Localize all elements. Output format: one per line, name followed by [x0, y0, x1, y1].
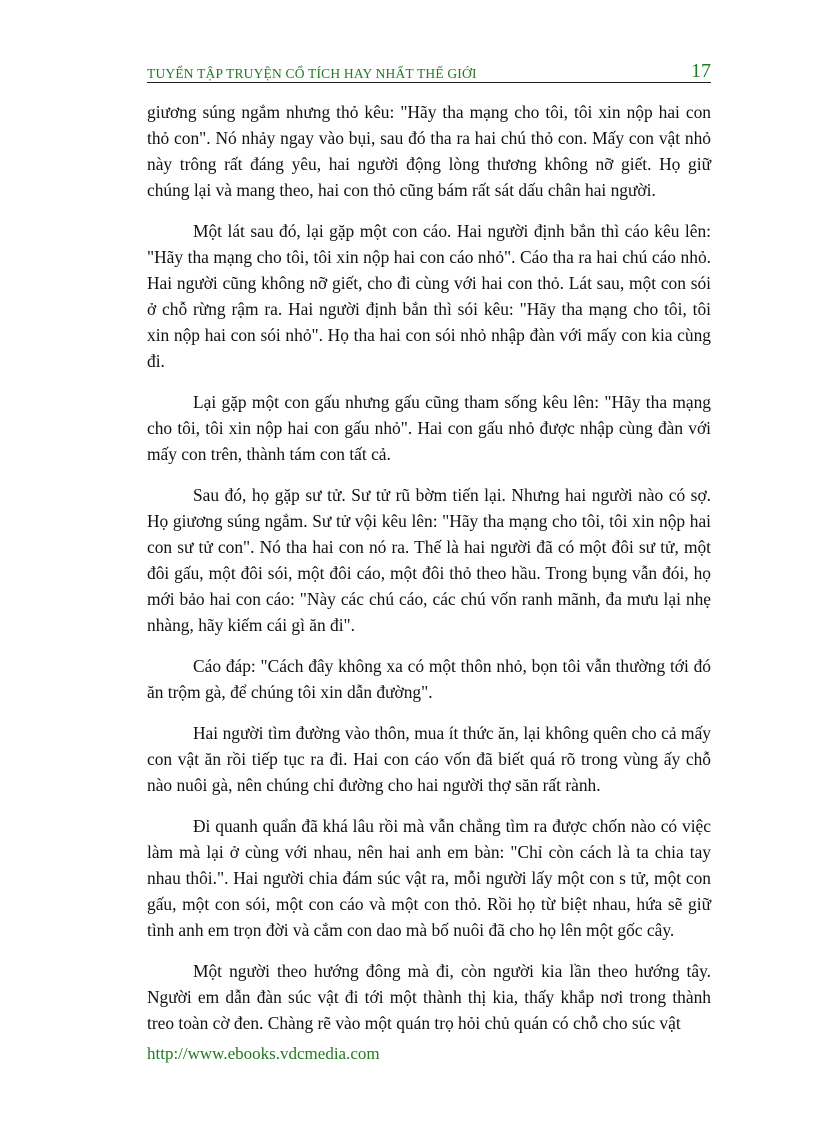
paragraph-3: Lại gặp một con gấu nhưng gấu cũng tham sống kêu lên: "Hãy tha mạng cho tôi, tôi xin nộp hai con gấu nhỏ". Hai con gấu nhỏ được nhập cùng đàn với mấy con trên, thành tám con tất cả.: [147, 392, 711, 464]
book-title: TUYỂN TẬP TRUYỆN CỔ TÍCH HAY NHẤT THẾ GIỚI: [147, 66, 477, 81]
paragraph-7: Đi quanh quẩn đã khá lâu rồi mà vẫn chẳng tìm ra được chốn nào có việc làm mà lại ở cùng với nhau, nên hai anh em bàn: "Chỉ còn cách là ta chia tay nhau thôi.". Hai người chia đám súc vật ra, mỗi người lấy một con s tử, một con gấu, một con sói, một con cáo và một con thỏ. Rồi họ từ biệt nhau, hứa sẽ giữ tình anh em trọn đời và cắm con dao mà bố nuôi đã cho họ lên một gốc cây.: [147, 816, 711, 940]
page-number: 17: [691, 60, 711, 82]
header-divider: [147, 82, 711, 83]
paragraph-2: Một lát sau đó, lại gặp một con cáo. Hai người định bắn thì cáo kêu lên: "Hãy tha mạng cho tôi, tôi xin nộp hai con cáo nhỏ". Cáo tha ra hai chú cáo nhỏ. Hai người cũng không nỡ giết, cho đi cùng với hai con thỏ. Lát sau, một con sói ở chỗ rừng rậm ra. Hai người định bắn thì sói kêu: "Hãy tha mạng cho tôi, tôi xin nộp hai con sói nhỏ". Họ tha hai con sói nhỏ nhập đàn với mấy con kia cùng đi.: [147, 221, 711, 371]
paragraph-5: Cáo đáp: "Cách đây không xa có một thôn nhỏ, bọn tôi vẫn thường tới đó ăn trộm gà, để chúng tôi xin dẫn đường".: [147, 656, 711, 702]
paragraph-1: giương súng ngắm nhưng thỏ kêu: "Hãy tha mạng cho tôi, tôi xin nộp hai con thỏ con". Nó nhảy ngay vào bụi, sau đó tha ra hai chú thỏ con. Mấy con vật nhỏ này trông rất đáng yêu, hai người động lòng thương không nỡ giết. Họ giữ chúng lại và mang theo, hai con thỏ cũng bám rất sát dấu chân hai người.: [147, 102, 711, 200]
page-body: [147, 99, 711, 1051]
paragraph-8: Một người theo hướng đông mà đi, còn người kia lần theo hướng tây. Người em dẫn đàn súc vật đi tới một thành thị kia, thấy khắp nơi trong thành treo toàn cờ đen. Chàng rẽ vào một quán trọ hỏi chủ quán có chỗ cho súc vật: [147, 961, 711, 1033]
paragraph-4: Sau đó, họ gặp sư tử. Sư tử rũ bờm tiến lại. Nhưng hai người nào có sợ. Họ giương súng ngắm. Sư tử vội kêu lên: "Hãy tha mạng cho tôi, tôi xin nộp hai con sư tử con". Nó tha hai con nó ra. Thế là hai người đã có một đôi sư tử, một đôi gấu, một đôi sói, một đôi cáo, một đôi thỏ theo hầu. Trong bụng vẫn đói, họ mới bảo hai con cáo: "Này các chú cáo, các chú vốn ranh mãnh, đa mưu lại nhẹ nhàng, hãy kiếm cái gì ăn đi".: [147, 485, 711, 635]
page-header: [147, 62, 711, 86]
paragraph-6: Hai người tìm đường vào thôn, mua ít thức ăn, lại không quên cho cả mấy con vật ăn rồi tiếp tục ra đi. Hai con cáo vốn đã biết quá rõ trong vùng ấy chỗ nào nuôi gà, nên chúng chỉ đường cho hai người thợ săn rất rành.: [147, 723, 711, 795]
footer-website-link[interactable]: http://www.ebooks.vdcmedia.com: [147, 1044, 380, 1063]
